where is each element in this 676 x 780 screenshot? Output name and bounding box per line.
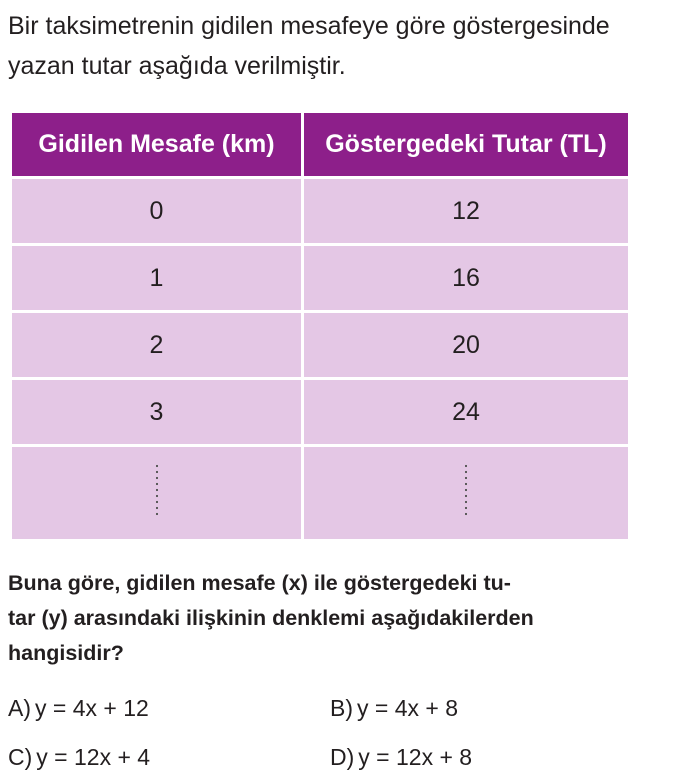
choice-a-label: A)	[8, 695, 31, 721]
table-header-row	[11, 112, 630, 178]
choice-c[interactable]	[8, 742, 150, 772]
distance-cell: 0	[11, 178, 303, 245]
choice-c-label: C)	[8, 744, 33, 770]
distance-cell: 3	[11, 379, 303, 446]
table-row	[11, 379, 630, 446]
choice-d-label: D)	[330, 744, 355, 770]
continuation-cell	[303, 446, 630, 541]
continuation-cell	[11, 446, 303, 541]
header-distance: Gidilen Mesafe (km)	[11, 112, 303, 178]
choice-a[interactable]	[8, 693, 149, 723]
question-line-1: Buna göre, gidilen mesafe (x) ile göstergedeki tu-	[8, 571, 511, 595]
table-row	[11, 178, 630, 245]
amount-cell: 20	[303, 312, 630, 379]
intro-text	[8, 6, 672, 86]
vertical-ellipsis-icon	[156, 463, 158, 517]
amount-cell: 16	[303, 245, 630, 312]
intro-line-1: Bir taksimetrenin gidilen mesafeye göre göstergesinde	[8, 12, 610, 40]
choice-d[interactable]	[330, 742, 472, 772]
choice-b-text: y = 4x + 8	[357, 695, 459, 721]
choice-b[interactable]	[330, 693, 458, 723]
choice-b-label: B)	[330, 695, 353, 721]
header-amount: Göstergedeki Tutar (TL)	[303, 112, 630, 178]
choice-d-text: y = 12x + 8	[358, 744, 473, 770]
distance-cell: 1	[11, 245, 303, 312]
distance-cell: 2	[11, 312, 303, 379]
question-line-3: hangisidir?	[8, 641, 124, 665]
amount-cell: 12	[303, 178, 630, 245]
taxi-fare-table	[9, 110, 631, 542]
table-row	[11, 312, 630, 379]
table-row-continuation	[11, 446, 630, 541]
question-text	[8, 566, 648, 671]
choice-c-text: y = 12x + 4	[36, 744, 151, 770]
choice-a-text: y = 4x + 12	[35, 695, 149, 721]
intro-line-2: yazan tutar aşağıda verilmiştir.	[8, 52, 346, 80]
table-row	[11, 245, 630, 312]
vertical-ellipsis-icon	[465, 463, 467, 517]
question-line-2: tar (y) arasındaki ilişkinin denklemi aşağıdakilerden	[8, 606, 534, 630]
amount-cell: 24	[303, 379, 630, 446]
